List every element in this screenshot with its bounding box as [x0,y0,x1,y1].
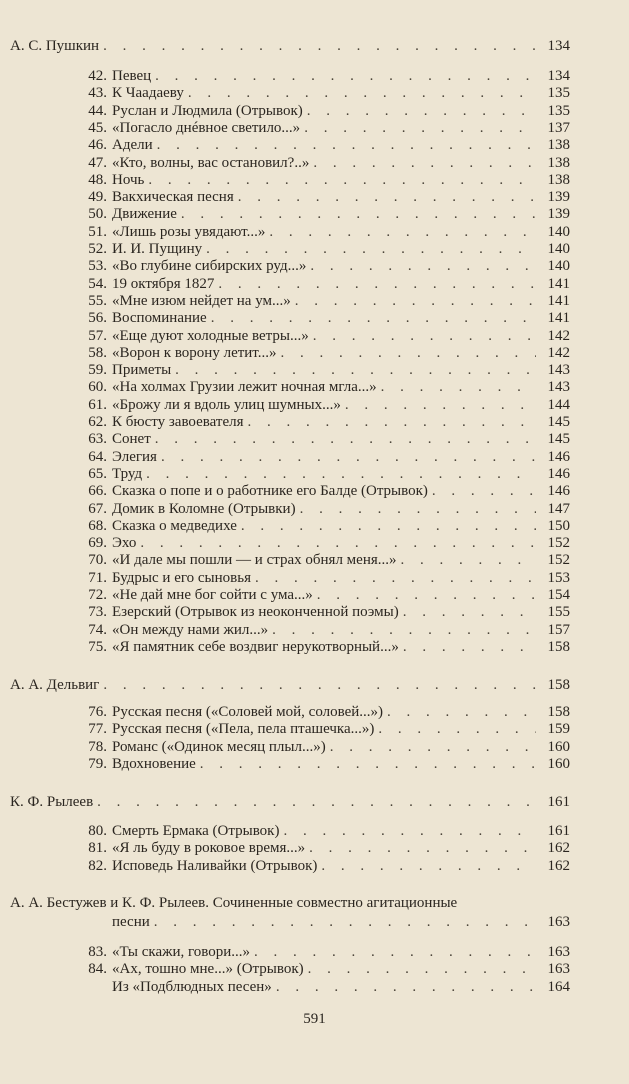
page-ref: 158 [547,677,570,693]
entry-title: «Погасло днéвное светило...» [112,120,301,136]
page-ref: 157 [547,622,570,638]
entry-number: 60. [88,379,107,395]
entry-title: Домик в Коломне (Отрывки) [112,501,296,517]
page-ref: 153 [547,570,570,586]
entry-number: 48. [88,172,107,188]
entry-title: Русская песня («Соловей мой, соловей...») [112,704,384,720]
entry-number: 51. [88,224,107,240]
entry-title: Из «Подблюдных песен» [112,979,272,995]
toc-entry [77,258,570,275]
entry-number: 77. [88,721,107,737]
toc-entry [77,518,570,535]
leader-dots [403,639,536,656]
toc-entry [77,552,570,569]
leader-dots [330,739,536,756]
page-ref: 160 [547,739,570,755]
page-ref: 150 [547,518,570,534]
toc-entry [77,466,570,483]
leader-dots [313,155,536,172]
entry-title: «Брожу ли я вдоль улиц шумных...» [112,397,341,413]
entry-number: 73. [88,604,107,620]
entry-number: 63. [88,431,107,447]
page-ref: 162 [547,840,570,856]
entry-number: 49. [88,189,107,205]
entry-number: 59. [88,362,107,378]
author-heading-cont: песни [112,914,150,930]
toc-entry [77,172,570,189]
entry-title: Движение [112,206,177,222]
page-ref: 147 [547,501,570,517]
toc-entry [77,483,570,500]
leader-dots [309,840,536,857]
entry-number: 74. [88,622,107,638]
toc-entry [77,756,570,773]
page-ref: 163 [547,914,570,930]
toc-entry [77,85,570,102]
leader-dots [269,224,536,241]
leader-dots [308,961,536,978]
page-ref: 145 [547,431,570,447]
leader-dots [321,858,536,875]
entry-title: «Он между нами жил...» [112,622,269,638]
leader-dots [378,721,536,738]
toc-entry [77,944,570,961]
entry-title: «Кто, волны, вас остановил?..» [112,155,310,171]
page-ref: 160 [547,756,570,772]
author-name: К. Ф. Рылеев [10,794,94,810]
entry-number: 75. [88,639,107,655]
leader-dots [295,293,536,310]
page-ref: 135 [547,103,570,119]
entry-title: Воспоминание [112,310,207,326]
page-ref: 164 [547,979,570,995]
entry-title: Смерть Ермака (Отрывок) [112,823,280,839]
page-ref: 161 [547,794,570,810]
toc-entry [77,570,570,587]
leader-dots [248,414,536,431]
entry-title: «Я ль буду в роковое время...» [112,840,306,856]
entry-number: 82. [88,858,107,874]
leader-dots [103,677,536,694]
entry-title: «На холмах Грузии лежит ночная мгла...» [112,379,377,395]
entry-title: К бюсту завоевателя [112,414,244,430]
page-ref: 144 [547,397,570,413]
page-ref: 137 [547,120,570,136]
page-ref: 141 [547,310,570,326]
entry-title: Будрыс и его сыновья [112,570,251,586]
toc-entry [77,206,570,223]
leader-dots [157,137,536,154]
entry-title: И. И. Пущину [112,241,203,257]
leader-dots [313,328,536,345]
entry-title: Вакхическая песня [112,189,234,205]
entry-title: «Мне изюм нейдет на ум...» [112,293,291,309]
entry-title: Русская песня («Пела, пела пташечка...») [112,721,375,737]
entry-number: 61. [88,397,107,413]
page-ref: 135 [547,85,570,101]
entry-title: «Лишь розы увядают...» [112,224,266,240]
toc-entry [77,979,570,996]
leader-dots [140,535,536,552]
leader-dots [218,276,536,293]
page-ref: 154 [547,587,570,603]
page-ref: 138 [547,172,570,188]
leader-dots [276,979,536,996]
toc-entry [77,501,570,518]
page-ref: 140 [547,224,570,240]
entry-number: 43. [88,85,107,101]
entry-number: 55. [88,293,107,309]
entry-title: Эхо [112,535,137,551]
toc-entry [77,823,570,840]
page-ref: 142 [547,345,570,361]
page-ref: 142 [547,328,570,344]
leader-dots [283,823,536,840]
page-ref: 152 [547,535,570,551]
toc-entry [77,120,570,137]
page-ref: 140 [547,241,570,257]
entry-title: Адели [112,137,153,153]
toc-entry [77,293,570,310]
leader-dots [304,120,536,137]
entry-number: 47. [88,155,107,171]
leader-dots [97,794,536,811]
toc-entry [77,449,570,466]
leader-dots [238,189,536,206]
leader-dots [155,68,536,85]
page-ref: 141 [547,276,570,292]
entry-number: 71. [88,570,107,586]
author-heading [10,38,570,55]
entry-number: 81. [88,840,107,856]
toc-entry [77,310,570,327]
leader-dots [148,172,536,189]
entry-number: 76. [88,704,107,720]
entry-title: «Еще дуют холодные ветры...» [112,328,309,344]
leader-dots [403,604,536,621]
leader-dots [310,258,536,275]
toc-entry [77,535,570,552]
page-ref: 146 [547,483,570,499]
entry-title: К Чаадаеву [112,85,184,101]
entry-title: Романс («Одинок месяц плыл...») [112,739,326,755]
entry-title: Ночь [112,172,145,188]
toc-entry [77,739,570,756]
leader-dots [317,587,536,604]
entry-number: 80. [88,823,107,839]
toc-entry [77,858,570,875]
leader-dots [181,206,536,223]
toc-entry [77,276,570,293]
leader-dots [175,362,536,379]
toc-entry [77,68,570,85]
entry-number: 64. [88,449,107,465]
page-number: 591 [303,1011,326,1027]
page-ref: 140 [547,258,570,274]
leader-dots [300,501,536,518]
page-ref: 163 [547,961,570,977]
leader-dots [146,466,536,483]
entry-title: «Ворон к ворону летит...» [112,345,277,361]
page-ref: 161 [547,823,570,839]
toc-entry [77,414,570,431]
entry-number: 69. [88,535,107,551]
entry-title: Вдохновение [112,756,196,772]
page-ref: 143 [547,379,570,395]
entry-title: Езерский (Отрывок из неоконченной поэмы) [112,604,399,620]
leader-dots [161,449,536,466]
toc-entry [77,704,570,721]
entry-number: 72. [88,587,107,603]
page-ref: 155 [547,604,570,620]
leader-dots [255,570,536,587]
entry-number: 66. [88,483,107,499]
entry-title: «Не дай мне бог сойти с ума...» [112,587,313,603]
entry-number: 78. [88,739,107,755]
author-name: А. А. Дельвиг [10,677,100,693]
entry-number: 83. [88,944,107,960]
author-heading [10,677,570,694]
leader-dots [211,310,536,327]
entry-number: 53. [88,258,107,274]
entry-title: Сказка о медведихе [112,518,237,534]
toc-entry [77,103,570,120]
page-ref: 146 [547,449,570,465]
leader-dots [241,518,536,535]
entry-number: 56. [88,310,107,326]
leader-dots [154,914,536,931]
leader-dots [345,397,536,414]
entry-title: «Во глубине сибирских руд...» [112,258,307,274]
entry-number: 54. [88,276,107,292]
entry-number: 50. [88,206,107,222]
entry-title: Сонет [112,431,151,447]
entry-title: Приметы [112,362,172,378]
page-ref: 134 [547,38,570,54]
entry-number: 67. [88,501,107,517]
leader-dots [381,379,536,396]
leader-dots [200,756,536,773]
leader-dots [272,622,536,639]
page-ref: 163 [547,944,570,960]
leader-dots [280,345,536,362]
page-ref: 159 [547,721,570,737]
page-ref: 134 [547,68,570,84]
page-ref: 143 [547,362,570,378]
entry-number: 58. [88,345,107,361]
toc-entry [77,721,570,738]
toc-entry [77,587,570,604]
entry-number: 68. [88,518,107,534]
entry-number: 65. [88,466,107,482]
page-ref: 139 [547,206,570,222]
page-ref: 146 [547,466,570,482]
entry-title: Элегия [112,449,157,465]
entry-title: Сказка о попе и о работнике его Балде (Отрывок) [112,483,428,499]
toc-entry [77,137,570,154]
entry-number: 52. [88,241,107,257]
toc-entry [77,397,570,414]
entry-number: 70. [88,552,107,568]
page-ref: 145 [547,414,570,430]
toc-entry [77,840,570,857]
leader-dots [432,483,536,500]
entry-title: Труд [112,466,143,482]
toc-entry [77,345,570,362]
entry-number: 44. [88,103,107,119]
toc-entry [77,431,570,448]
toc-entry [77,622,570,639]
page-ref: 158 [547,704,570,720]
toc-entry [77,241,570,258]
leader-dots [401,552,536,569]
leader-dots [307,103,536,120]
leader-dots [206,241,536,258]
entry-title: Певец [112,68,152,84]
page-ref: 139 [547,189,570,205]
page-ref: 162 [547,858,570,874]
entry-number: 57. [88,328,107,344]
entry-title: «Я памятник себе воздвиг нерукотворный...» [112,639,399,655]
leader-dots [254,944,536,961]
toc-entry [77,328,570,345]
toc-entry [77,224,570,241]
toc-entry [77,639,570,656]
toc-entry [77,362,570,379]
toc-entry [77,189,570,206]
author-heading [112,914,570,931]
page-ref: 138 [547,137,570,153]
entry-number: 45. [88,120,107,136]
entry-title: 19 октября 1827 [112,276,215,292]
entry-number: 42. [88,68,107,84]
leader-dots [103,38,536,55]
page-ref: 158 [547,639,570,655]
entry-title: «Ах, тошно мне...» (Отрывок) [112,961,304,977]
toc-entry [77,155,570,172]
page-ref: 152 [547,552,570,568]
entry-number: 62. [88,414,107,430]
leader-dots [188,85,536,102]
entry-number: 84. [88,961,107,977]
entry-number: 79. [88,756,107,772]
entry-title: Исповедь Наливайки (Отрывок) [112,858,318,874]
toc-entry [77,961,570,978]
leader-dots [387,704,536,721]
entry-title: Руслан и Людмила (Отрывок) [112,103,303,119]
toc-entry [77,604,570,621]
author-heading [10,794,570,811]
page-ref: 141 [547,293,570,309]
toc-entry [77,379,570,396]
entry-title: «Ты скажи, говори...» [112,944,251,960]
author-heading: А. А. Бестужев и К. Ф. Рылеев. Сочиненные совместно агитационные [10,895,458,911]
entry-title: «И дале мы пошли — и страх обнял меня...» [112,552,397,568]
entry-number: 46. [88,137,107,153]
author-name: А. С. Пушкин [10,38,100,54]
leader-dots [155,431,536,448]
page-ref: 138 [547,155,570,171]
